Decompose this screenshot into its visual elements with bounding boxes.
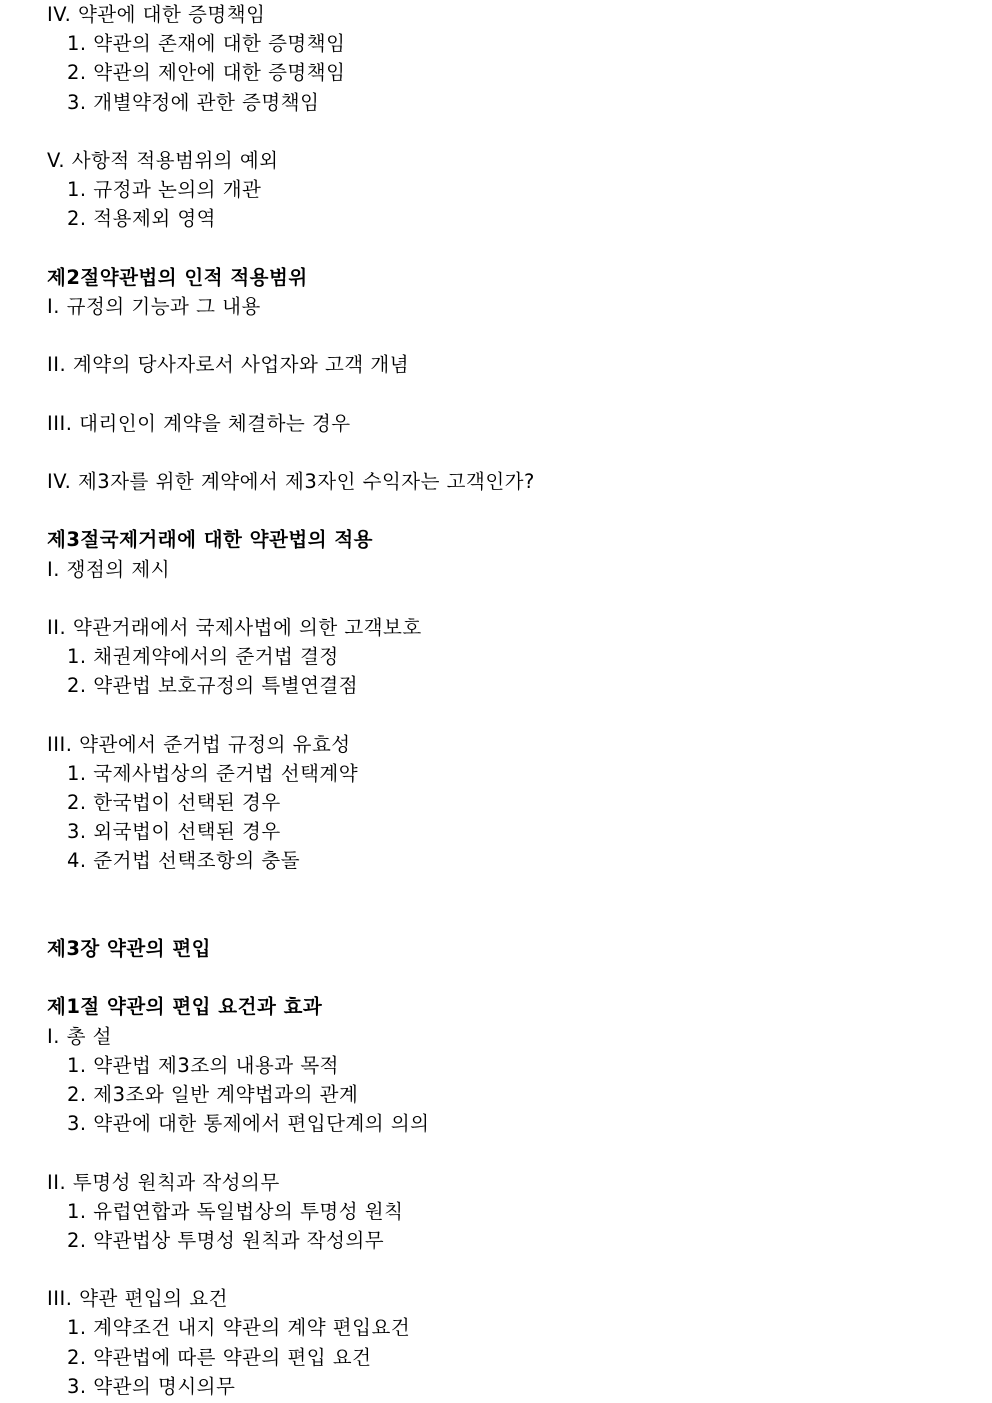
outline-subitem: 2. 약관법에 따른 약관의 편입 요건 (67, 1345, 372, 1369)
outline-item: I. 총 설 (47, 1024, 113, 1048)
section-heading: 제3절국제거래에 대한 약관법의 적용 (47, 528, 373, 552)
outline-subitem: 3. 개별약정에 관한 증명책임 (67, 90, 320, 114)
document-page (47, 0, 972, 1401)
outline-subitem: 1. 규정과 논의의 개관 (67, 178, 262, 202)
section-heading: 제1절 약관의 편입 요건과 효과 (47, 995, 323, 1019)
outline-item: II. 계약의 당사자로서 사업자와 고객 개념 (47, 353, 410, 377)
outline-subitem: 1. 국제사법상의 준거법 선택계약 (67, 761, 359, 785)
outline-item: III. 대리인이 계약을 체결하는 경우 (47, 411, 351, 435)
spacer (47, 701, 972, 730)
spacer (47, 117, 972, 146)
spacer (47, 1138, 972, 1167)
outline-subitem: 2. 한국법이 선택된 경우 (67, 791, 281, 815)
outline-item: III. 약관 편입의 요건 (47, 1287, 228, 1311)
outline-subitem: 2. 약관법 보호규정의 특별연결점 (67, 674, 359, 698)
spacer (47, 1255, 972, 1284)
section-heading: 제2절약관법의 인적 적용범위 (47, 265, 308, 289)
outline-subitem: 2. 약관법상 투명성 원칙과 작성의무 (67, 1228, 385, 1252)
spacer (47, 496, 972, 525)
outline-subitem: 2. 약관의 제안에 대한 증명책임 (67, 61, 346, 85)
spacer (47, 963, 972, 992)
spacer (47, 438, 972, 467)
spacer (47, 584, 972, 613)
outline-subitem: 4. 준거법 선택조항의 충돌 (67, 849, 301, 873)
outline-subitem: 1. 유럽연합과 독일법상의 투명성 원칙 (67, 1199, 404, 1223)
outline-subitem: 3. 외국법이 선택된 경우 (67, 820, 281, 844)
outline-item: II. 약관거래에서 국제사법에 의한 고객보호 (47, 615, 422, 639)
outline-subitem: 2. 제3조와 일반 계약법과의 관계 (67, 1082, 359, 1106)
outline-subitem: 1. 약관법 제3조의 내용과 목적 (67, 1053, 340, 1077)
outline-item: V. 사항적 적용범위의 예외 (47, 148, 279, 172)
outline-item: I. 쟁점의 제시 (47, 557, 171, 581)
outline-subitem: 1. 채권계약에서의 준거법 결정 (67, 645, 339, 669)
outline-item: II. 투명성 원칙과 작성의무 (47, 1170, 280, 1194)
spacer (47, 234, 972, 263)
spacer (47, 379, 972, 408)
outline-item: I. 규정의 기능과 그 내용 (47, 294, 261, 318)
outline-item: III. 약관에서 준거법 규정의 유효성 (47, 732, 351, 756)
outline-subitem: 1. 약관의 존재에 대한 증명책임 (67, 32, 346, 56)
outline-subitem: 3. 약관의 명시의무 (67, 1374, 236, 1398)
outline-subitem: 3. 약관에 대한 통제에서 편입단계의 의의 (67, 1112, 430, 1136)
outline-subitem: 2. 적용제외 영역 (67, 207, 217, 231)
outline-subitem: 1. 계약조건 내지 약관의 계약 편입요건 (67, 1316, 411, 1340)
section-heading: 제3장 약관의 편입 (47, 937, 212, 961)
outline-item: IV. 제3자를 위한 계약에서 제3자인 수익자는 고객인가? (47, 470, 535, 493)
spacer (47, 876, 972, 934)
spacer (47, 321, 972, 350)
outline-item: IV. 약관에 대한 증명책임 (47, 3, 266, 26)
